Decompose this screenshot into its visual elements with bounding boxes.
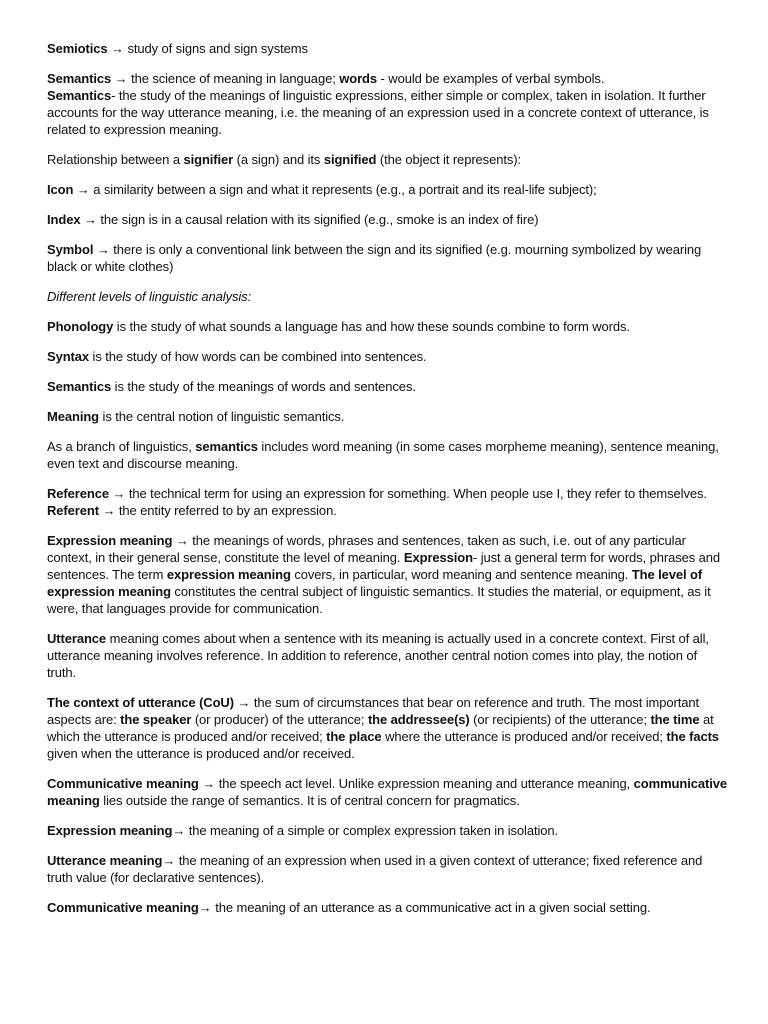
paragraph-communicative [47,775,728,809]
bold-term: the facts [666,729,719,744]
text-run: Relationship between a [47,152,184,167]
text-run: meaning comes about when a sentence with its meaning is actually used in a concrete context. First of all, utterance meaning involves reference. In addition to reference, another central notion comes into play, the notion of truth. [47,631,709,680]
text-run: → the speech act level. Unlike expression meaning and utterance meaning, [198,776,634,791]
text-run: → the technical term for using an expression for something. When people use I, they refer to themselves. [108,486,707,501]
bold-term: Semantics [47,88,112,103]
paragraph-def-communicative [47,899,728,916]
text-run: - just a general term for words, phrases and sentences. The term [47,550,721,582]
text-run: - would be examples of verbal symbols. [377,71,605,86]
text-run: → there is only a conventional link between the sign and its signified (e.g. mourning symbolized by wearing black or white clothes) [47,242,702,274]
paragraph-levels [47,288,728,305]
paragraph-semiotics [47,40,728,57]
text-run: where the utterance is produced and/or received; [381,729,667,744]
text-run: → the science of meaning in language; [111,71,340,86]
bold-term: Communicative meaning [47,900,199,915]
bold-term: Expression [403,550,473,565]
text-run: - the study of the meanings of linguistic expressions, either simple or complex, taken in isolation. It further accounts for the way utterance meaning, i.e. the meaning of an expression used in a concrete context of utterance, is related to expression meaning. [47,88,709,137]
bold-term: signifier [183,152,234,167]
text-run: → the entity referred to by an expression. [98,503,337,518]
bold-term: expression meaning [166,567,291,582]
text-run: → the meaning of an utterance as a communicative act in a given social setting. [198,900,651,915]
paragraph-branch [47,438,728,472]
text-run: covers, in particular, word meaning and sentence meaning. [290,567,632,582]
paragraph-def-utterance [47,852,728,886]
bold-term: Semiotics [47,41,108,56]
text-run: given when the utterance is produced and/or received. [47,746,355,761]
bold-term: Expression meaning [47,823,173,838]
paragraph-cou [47,694,728,762]
text-run: → the meanings of words, phrases and sentences, taken as such, i.e. out of any particular context, in their general sense, constitute the level of meaning. [47,533,686,565]
text-run: is the study of the meanings of words and sentences. [111,379,416,394]
bold-term: words [339,71,378,86]
bold-term: Communicative meaning [47,776,199,791]
bold-term: signified [323,152,377,167]
bold-term: communicative meaning [47,776,727,808]
bold-term: semantics [195,439,258,454]
bold-term: Semantics [47,379,112,394]
text-run: constitutes the central subject of linguistic semantics. It studies the material, or equipment, as it were, that languages provide for communication. [47,584,711,616]
paragraph-meaning [47,408,728,425]
text-run: is the study of how words can be combined into sentences. [89,349,427,364]
text-run: As a branch of linguistics, [47,439,196,454]
paragraph-symbol [47,241,728,275]
paragraph-semantics-intro [47,70,728,138]
text-run: (the object it represents): [376,152,521,167]
bold-term: The context of utterance (CoU) [47,695,234,710]
text-run: (or producer) of the utterance; [191,712,368,727]
bold-term: Expression meaning [47,533,173,548]
text-run: is the study of what sounds a language has and how these sounds combine to form words. [113,319,630,334]
bold-term: Index [47,212,81,227]
paragraph-semantics-study [47,378,728,395]
bold-term: Semantics [47,71,112,86]
text-run: (or recipients) of the utterance; [469,712,651,727]
bold-term: Utterance [47,631,107,646]
text-run: lies outside the range of semantics. It is of central concern for pragmatics. [99,793,520,808]
text-run: at which the utterance is produced and/or received; [47,712,714,744]
bold-term: Meaning [47,409,100,424]
paragraph-index [47,211,728,228]
paragraph-signifier [47,151,728,168]
bold-term: the place [326,729,382,744]
paragraph-syntax [47,348,728,365]
text-run: → the sum of circumstances that bear on reference and truth. The most important aspects are: [47,695,700,727]
bold-term: Syntax [47,349,90,364]
bold-term: the time [650,712,700,727]
text-run: → study of signs and sign systems [107,41,308,56]
paragraph-def-expression [47,822,728,839]
bold-term: Utterance meaning [47,853,163,868]
text-run: (a sign) and its [233,152,324,167]
bold-term: The level of expression meaning [47,567,703,599]
bold-term: the addressee(s) [367,712,470,727]
bold-term: Referent [47,503,99,518]
bold-term: Icon [47,182,74,197]
italic-heading: Different levels of linguistic analysis: [47,289,252,304]
text-run: → the sign is in a causal relation with its signified (e.g., smoke is an index of fire) [80,212,539,227]
bold-term: Phonology [47,319,114,334]
paragraph-utterance [47,630,728,681]
bold-term: the speaker [120,712,192,727]
text-run: → a similarity between a sign and what it represents (e.g., a portrait and its real-life subject); [73,182,597,197]
text-run: is the central notion of linguistic semantics. [99,409,345,424]
text-run: → the meaning of an expression when used in a given context of utterance; fixed reference and truth value (for declarative sentences). [47,853,703,885]
paragraph-icon [47,181,728,198]
paragraph-phonology [47,318,728,335]
bold-term: Reference [47,486,109,501]
paragraph-reference [47,485,728,519]
bold-term: Symbol [47,242,94,257]
text-run: includes word meaning (in some cases morpheme meaning), sentence meaning, even text and discourse meaning. [47,439,719,471]
text-run: → the meaning of a simple or complex expression taken in isolation. [172,823,559,838]
paragraph-expression-meaning [47,532,728,617]
